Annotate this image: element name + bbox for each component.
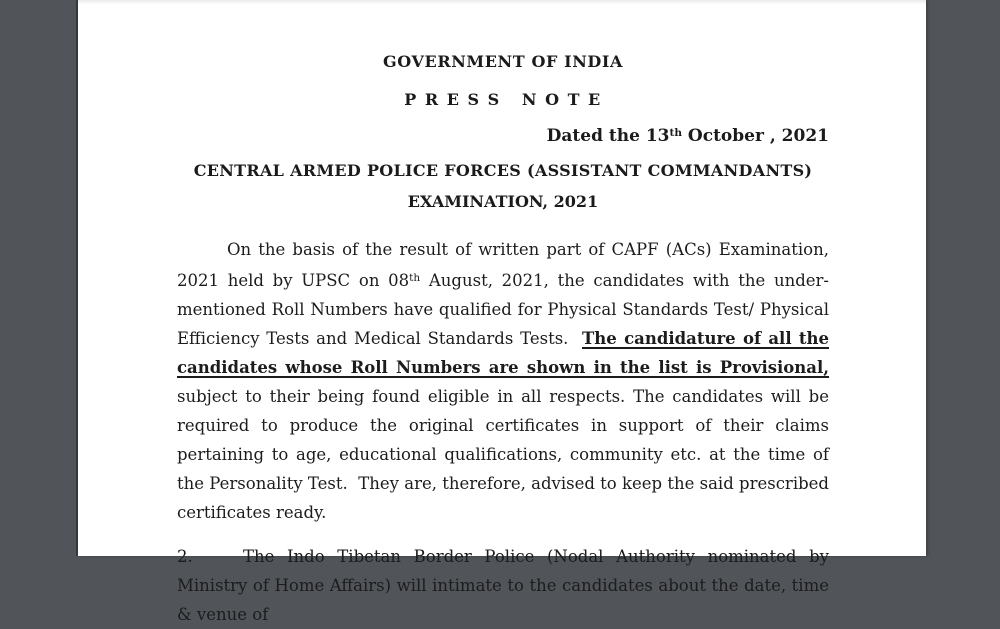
paragraph-1: On the basis of the result of written part of CAPF (ACs) Examination, 2021 held by UPSC on 08th August, 2021, the candidates with the under-mentioned Roll Numbers have qualified for Physical Standards Test/ Physical Efficiency Tests and Medical Standards Tests. The candidature of all the candidates whose Roll Numbers are shown in the list is Provisional, subject to their being found eligible in all respects. The candidates will be required to produce the original certificates in support of their claims pertaining to age, educational qualifications, community etc. at the time of the Personality Test. They are, therefore, advised to keep the said prescribed certificates ready. [177,240,830,522]
document-page [78,0,926,624]
heading-exam-title: CENTRAL ARMED POLICE FORCES (ASSISTANT COMMANDANTS) [193,161,813,180]
document-content [177,0,829,629]
paragraph-2: 2. The Indo Tibetan Border Police (Nodal Authority nominated by Ministry of Home Affairs) will intimate to the candidates about the date, time & venue of [177,547,829,624]
heading-press-note: P R E S S N O T E [404,90,602,109]
heading-government-of-india: GOVERNMENT OF INDIA [382,52,623,71]
dated-line: Dated the 13th October , 2021 [546,126,829,146]
heading-exam-year: EXAMINATION, 2021 [407,192,599,211]
